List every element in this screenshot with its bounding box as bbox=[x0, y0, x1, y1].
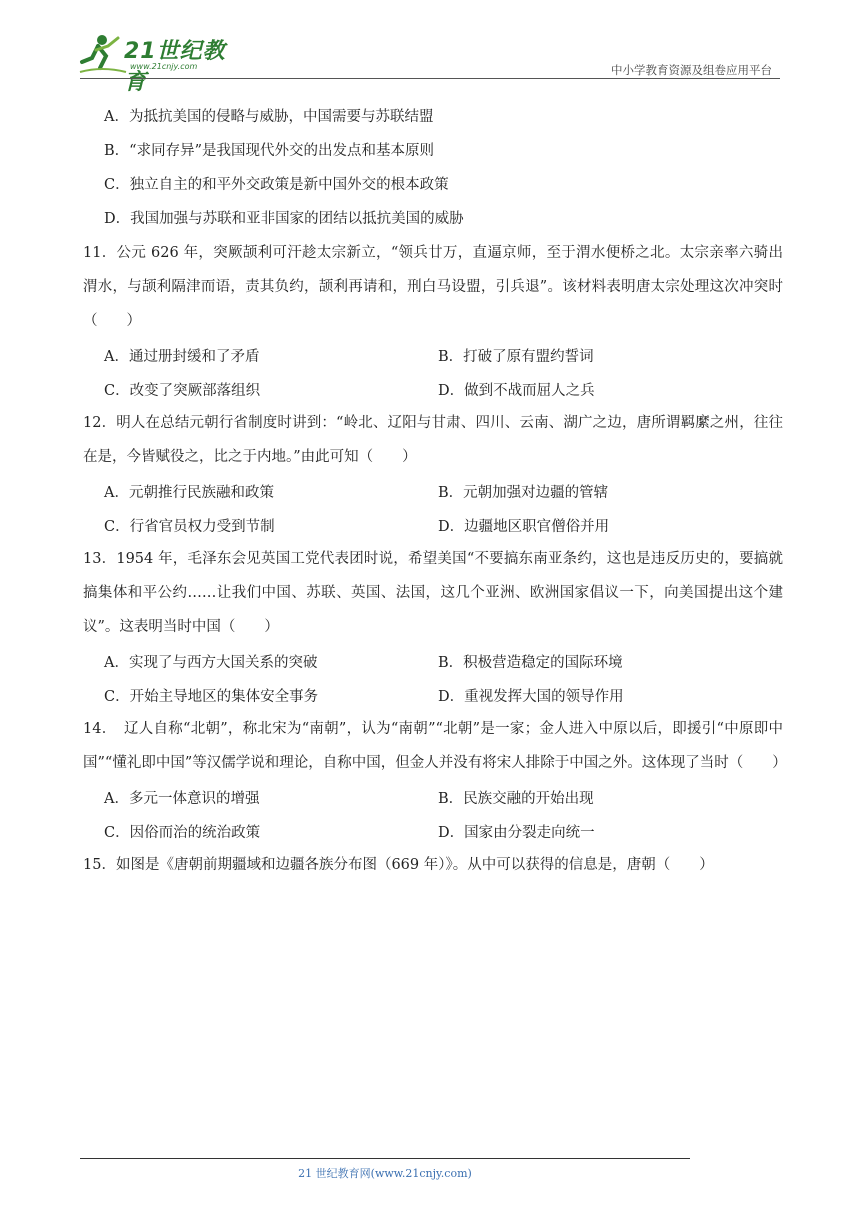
question-content bbox=[83, 100, 787, 882]
q11-options-row1 bbox=[83, 338, 783, 372]
header-divider bbox=[80, 78, 780, 79]
q14-options-row2 bbox=[83, 814, 783, 848]
footer-source: 21 世纪教育网(www.21cnjy.com) bbox=[298, 1167, 472, 1180]
q12-options-row2 bbox=[83, 508, 783, 542]
q10-option-c: C．独立自主的和平外交政策是新中国外交的根本政策 bbox=[104, 177, 449, 193]
q15-stem: 15．如图是《唐朝前期疆域和边疆各族分布图（669 年）》。从中可以获得的信息是，唐朝（ ） bbox=[83, 857, 714, 873]
q13-option-a: A．实现了与西方大国关系的突破 bbox=[104, 654, 318, 671]
q12-stem: 12．明人在总结元朝行省制度时讲到：“岭北、辽阳与甘肃、四川、云南、湖广之边，唐所谓羁縻之州，往往在是，今皆赋役之，比之于内地。”由此可知（ ） bbox=[83, 415, 783, 465]
platform-label: 中小学教育资源及组卷应用平台 bbox=[611, 63, 772, 77]
q14-option-d: D．国家由分裂走向统一 bbox=[438, 824, 595, 841]
footer-divider bbox=[80, 1158, 690, 1159]
q11-stem: 11．公元 626 年，突厥颉利可汗趁太宗新立，“领兵廿万，直逼京师，至于渭水便桥之北。太宗亲率六骑出渭水，与颉利隔津而语，责其负约，颉利再请和，刑白马设盟，引兵退”。该材料表明唐太宗处理这次冲突时（ ） bbox=[83, 245, 783, 329]
q13-option-b: B．积极营造稳定的国际环境 bbox=[438, 654, 623, 671]
q13-option-d: D．重视发挥大国的领导作用 bbox=[438, 688, 624, 705]
q11-option-b: B．打破了原有盟约誓词 bbox=[438, 348, 594, 365]
q14-stem: 14． 辽人自称“北朝”，称北宋为“南朝”，认为“南朝”“北朝”是一家；金人进入中原以后，即援引“中原即中国”“懂礼即中国”等汉儒学说和理论，自称中国，但金人并没有将宋人排除于中国之外。这体现了当时（ ） bbox=[83, 721, 787, 771]
runner-logo-icon bbox=[78, 32, 128, 78]
q13-option-c: C．开始主导地区的集体安全事务 bbox=[104, 688, 319, 705]
q11-option-a: A．通过册封缓和了矛盾 bbox=[104, 348, 260, 365]
logo bbox=[78, 32, 248, 95]
q14-option-c: C．因俗而治的统治政策 bbox=[104, 824, 261, 841]
q14-option-b: B．民族交融的开始出现 bbox=[438, 790, 594, 807]
q10-option-b: B．“求同存异”是我国现代外交的出发点和基本原则 bbox=[104, 143, 434, 159]
q12-option-d: D．边疆地区职官僧俗并用 bbox=[438, 518, 610, 535]
q13-options-row1 bbox=[83, 644, 783, 678]
q14-options-row1 bbox=[83, 780, 783, 814]
q11-option-d: D．做到不战而屈人之兵 bbox=[438, 382, 595, 399]
q10-option-a: A．为抵抗美国的侵略与威胁，中国需要与苏联结盟 bbox=[104, 109, 434, 125]
q13-stem: 13．1954 年，毛泽东会见英国工党代表团时说，希望美国“不要搞东南亚条约，这也是违反历史的，要搞就搞集体和平公约……让我们中国、苏联、英国、法国，这几个亚洲、欧洲国家倡议一下，向美国提出这个建议”。这表明当时中国（ ） bbox=[83, 551, 783, 635]
logo-url: www.21cnjy.com bbox=[130, 62, 198, 71]
q11-option-c: C．改变了突厥部落组织 bbox=[104, 382, 261, 399]
q14-option-a: A．多元一体意识的增强 bbox=[104, 790, 260, 807]
q13-options-row2 bbox=[83, 678, 783, 712]
q10-option-d: D．我国加强与苏联和亚非国家的团结以抵抗美国的威胁 bbox=[104, 211, 464, 227]
logo-title: 21世纪教育 bbox=[124, 39, 226, 95]
q12-option-c: C．行省官员权力受到节制 bbox=[104, 518, 275, 535]
q12-options-row1 bbox=[83, 474, 783, 508]
q12-option-b: B．元朝加强对边疆的管辖 bbox=[438, 484, 609, 501]
q12-option-a: A．元朝推行民族融和政策 bbox=[104, 484, 274, 501]
page-header bbox=[0, 0, 860, 95]
q11-options-row2 bbox=[83, 372, 783, 406]
